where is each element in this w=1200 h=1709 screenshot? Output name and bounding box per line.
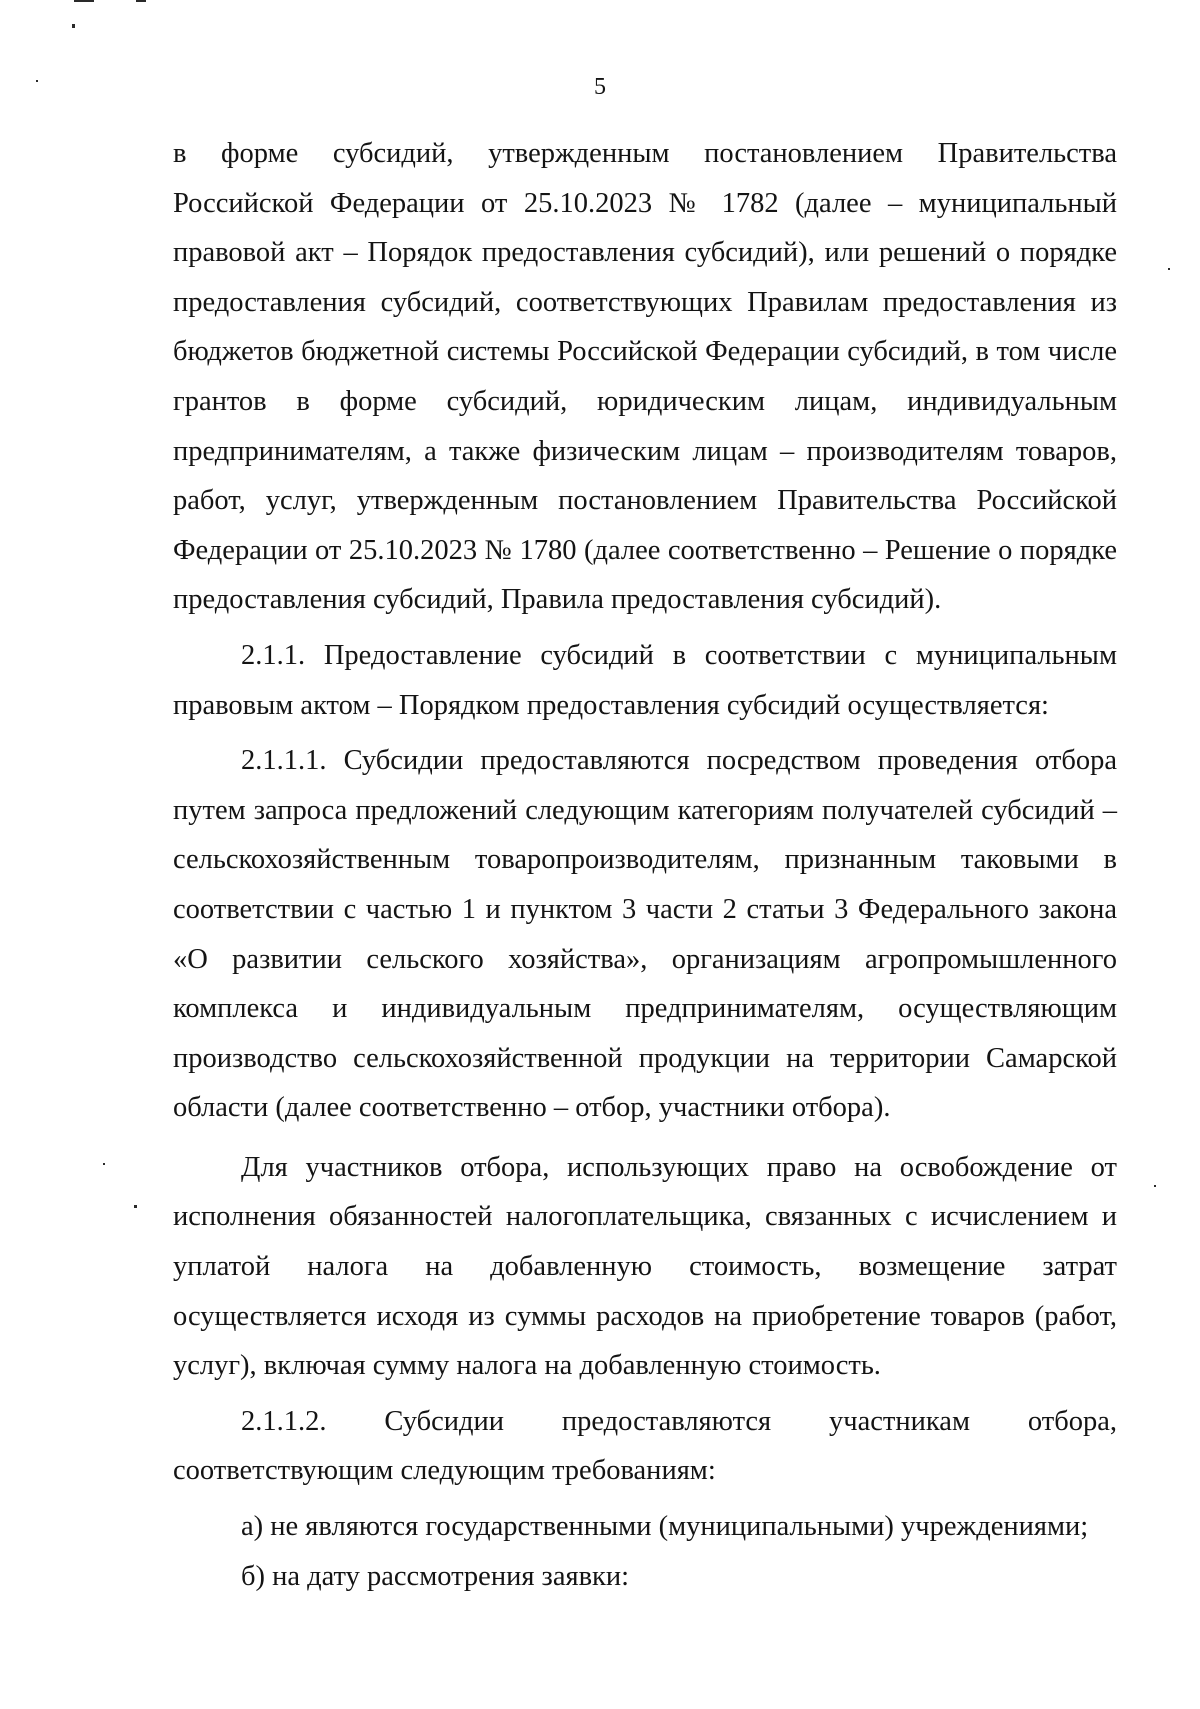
- list-item-a: а) не являются государственными (муниципальными) учреждениями;: [241, 1511, 1089, 1543]
- document-body: [173, 129, 1117, 1601]
- list-item-b: б) на дату рассмотрения заявки:: [241, 1560, 630, 1592]
- scan-mark: [136, 0, 146, 2]
- paragraph-2-1-1: 2.1.1. Предоставление субсидий в соответствии с муниципальным правовым актом – Порядком предоставления субсидий осуществляется:: [173, 639, 1117, 721]
- paragraph-2-1-1-2: 2.1.1.2. Субсидии предоставляются участникам отбора, соответствующим следующим требованиям:: [173, 1405, 1117, 1487]
- paragraph-continuation: в форме субсидий, утвержденным постановлением Правительства Российской Федерации от 25.10.2023 № 1782 (далее – муниципальный правовой акт – Порядок предоставления субсидий), или решений о порядке предоставления субсидий, соответствующих Правилам предоставления из бюджетов бюджетной системы Российской Федерации субсидий, в том числе грантов в форме субсидий, юридическим лицам, индивидуальным предпринимателям, а также физическим лицам – производителям товаров, работ, услуг, утвержденным постановлением Правительства Российской Федерации от 25.10.2023 № 1780 (далее соответственно – Решение о порядке предоставления субсидий, Правила предоставления субсидий).: [173, 138, 1117, 616]
- scan-mark: [74, 0, 94, 2]
- scan-speck: [1154, 1185, 1156, 1187]
- paragraph-2-1-1-1: 2.1.1.1. Субсидии предоставляются посредством проведения отбора путем запроса предложений следующим категориям получателей субсидий – сельскохозяйственным товаропроизводителям, признанным таковыми в соответствии с частью 1 и пунктом 3 части 2 статьи 3 Федерального закона «О развитии сельского хозяйства», организациям агропромышленного комплекса и индивидуальным предпринимателям, осуществляющим производство сельскохозяйственной продукции на территории Самарской области (далее соответственно – отбор, участники отбора).: [173, 745, 1117, 1124]
- page-number: 5: [594, 74, 606, 100]
- scan-speck: [134, 1205, 137, 1208]
- paragraph-vat-note: Для участников отбора, использующих право на освобождение от исполнения обязанностей налогоплательщика, связанных с исчислением и уплатой налога на добавленную стоимость, возмещение затрат осуществляется исходя из суммы расходов на приобретение товаров (работ, услуг), включая сумму налога на добавленную стоимость.: [173, 1151, 1117, 1382]
- scan-speck: [103, 1163, 105, 1165]
- scan-speck: [1168, 268, 1170, 270]
- scan-speck: [72, 24, 75, 28]
